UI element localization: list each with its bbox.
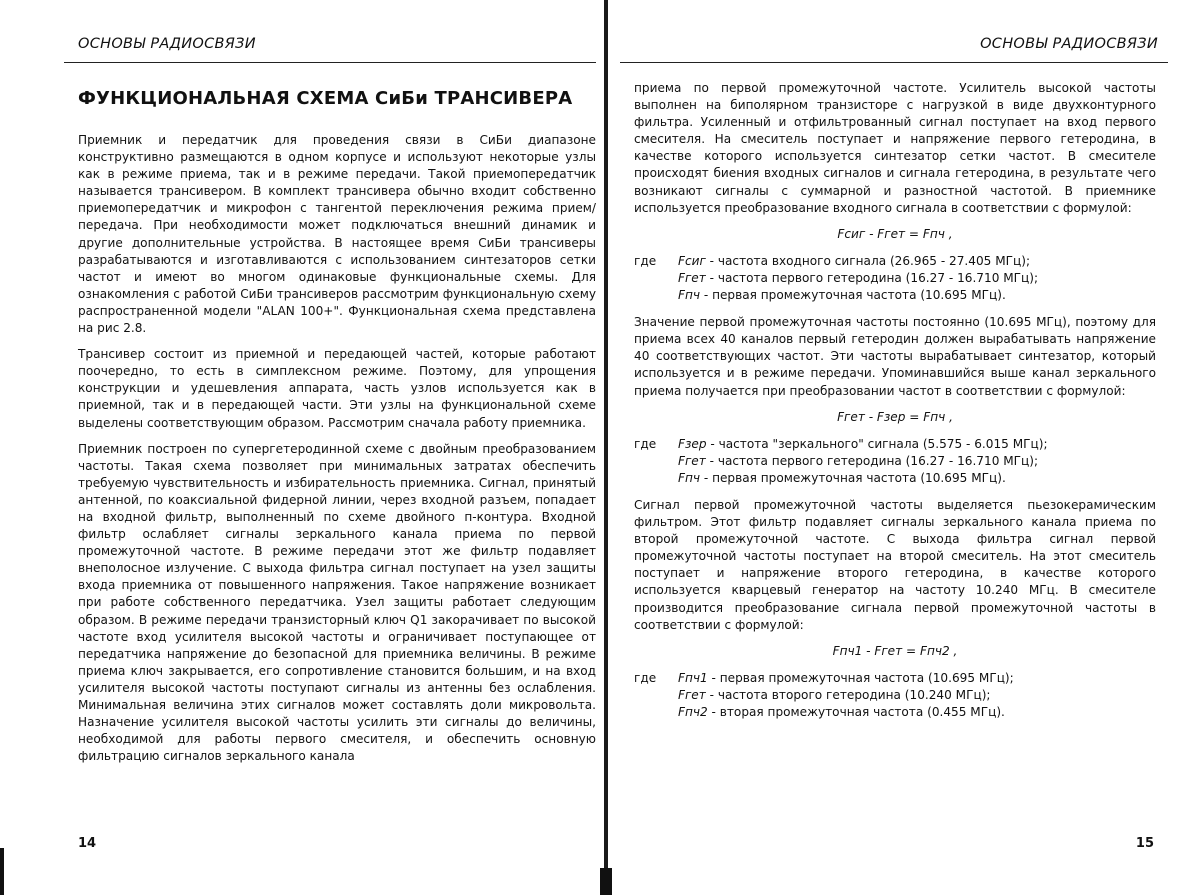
where-label: где [634, 670, 657, 685]
definitions-third [634, 670, 1156, 721]
definition-text: - первая промежуточная частота (10.695 МГц). [700, 470, 1006, 485]
definition-term: Fпч2 [678, 705, 708, 719]
definition-text: - частота первого гетеродина (16.27 - 16.710 МГц); [705, 270, 1039, 285]
header-rule-left [64, 62, 596, 63]
definition-line [678, 287, 1156, 304]
definition-line [678, 687, 1156, 704]
definitions-first [634, 253, 1156, 304]
definition-term: Fпч [678, 470, 701, 485]
definition-text: - вторая промежуточная частота (0.455 МГц). [707, 705, 1005, 719]
definitions-second [634, 436, 1156, 487]
definition-text: - частота второго гетеродина (10.240 МГц); [705, 687, 991, 702]
running-head-left: ОСНОВЫ РАДИОСВЯЗИ [78, 36, 256, 52]
paragraph-simplex: Трансивер состоит из приемной и передающей частей, которые работают поочередно, то есть в симплексном режиме. Поэтому, для упрощения конструкции и удешевления аппарата, часть узлов используется как в приемной, так и в передающей части. Эти узлы на функциональной схеме выделены соответствующим образом. Рассмотрим сначала работу приемника. [78, 347, 596, 430]
left-body-text [78, 132, 596, 774]
running-head-right: ОСНОВЫ РАДИОСВЯЗИ [980, 36, 1158, 52]
right-body-text [634, 80, 1156, 731]
chapter-title: ФУНКЦИОНАЛЬНАЯ СХЕМА СиБи ТРАНСИВЕРА [78, 88, 573, 109]
definition-term: Fзер [678, 436, 707, 451]
where-label: где [634, 436, 657, 451]
paragraph-second-mixer: Сигнал первой промежуточной частоты выделяется пьезокерамическим фильтром. Этот фильтр подавляет сигналы зеркального канала приема по второй промежуточной частоте. С выхода фильтра сигнал первой промежуточной частоты поступает на второй смеситель. На этот смеситель поступает и напряжение второго гетеродина, в качестве которого используется кварцевый генератор на частоту 10.240 МГц. В смесителе производится преобразование сигнала первой промежуточной частоты в соответствии с формулой: [634, 497, 1156, 632]
page-number-right: 15 [1135, 836, 1154, 851]
formula-first-conversion: Fсиг - Fгет = Fпч , [837, 226, 953, 241]
definition-line [678, 704, 1156, 721]
formula-image-channel: Fгет - Fзер = Fпч , [837, 409, 953, 424]
paragraph-continuation: приема по первой промежуточной частоте. Усилитель высокой частоты выполнен на биполярном транзисторе с нагрузкой в виде двухконтурного фильтра. Усиленный и отфильтрованный сигнал поступает на вход первого смесителя. На смеситель поступает и напряжение первого гетеродина, в качестве которого используется синтезатор сетки частот. В смесителе происходят биения входных сигналов и сигнала гетеродина, в результате чего возникают сигналы с суммарной и разностной частотой. В приемнике используется преобразование входного сигнала в соответствии с формулой: [634, 81, 1156, 215]
definition-text: - частота "зеркального" сигнала (5.575 - 6.015 МГц); [706, 436, 1048, 451]
definition-text: - первая промежуточная частота (10.695 МГц); [707, 670, 1014, 685]
definition-term: Fпч1 [678, 670, 708, 685]
where-label: где [634, 253, 657, 268]
right-page [610, 0, 1200, 895]
definition-line [678, 453, 1156, 470]
paragraph-receiver: Приемник построен по супергетеродинной схеме с двойным преобразованием частоты. Такая схема позволяет при минимальных затратах обеспечить требуемую чувствительность и избирательность приемника. Сигнал, принятый антенной, по коаксиальной фидерной линии, через входной разъем, попадает на входной фильтр, выполненный по схеме двойного п-контура. Входной фильтр ослабляет сигналы зеркального канала приема по первой промежуточной частоте. В режиме передачи этот же фильтр подавляет внеполосное излучение. С выхода фильтра сигнал поступает на узел защиты входа приемника от повышенного напряжения. Такое напряжение возникает при работе собственного передатчика. Узел защиты работает следующим образом. В режиме передачи транзисторный ключ Q1 закорачивает по высокой частоте вход усилителя высокой частоты и ограничивает поступающее от передатчика напряжение до безопасной для приемника величины. В режиме приема ключ закрывается, его сопротивление становится большим, и на вход усилителя высокой частоты поступают сигналы из антенны без ослабления. Минимальная величина этих сигналов может составлять доли микровольта. Назначение усилителя высокой частоты усилить эти сигналы до величины, необходимой для работы первого смесителя, и обеспечить основную фильтрацию сигналов зеркального канала [78, 441, 596, 764]
definition-term: Fпч [678, 288, 701, 303]
definition-text: - первая промежуточная частота (10.695 МГц). [700, 288, 1006, 303]
definition-term: Fгет [678, 453, 706, 468]
definition-line [678, 253, 1156, 270]
paragraph-transceiver-intro: Приемник и передатчик для проведения связи в СиБи диапазоне конструктивно размещаются в одном корпусе и используют некоторые узлы как в режиме приема, так и в режиме передачи. Такой приемопередатчик называется трансивером. В комплект трансивера обычно входит собственно приемопередатчик и микрофон с тангентой переключения режима прием/передача. При необходимости может подключаться внешний динамик и другие дополнительные устройства. В настоящее время СиБи трансиверы разрабатываются и изготавливаются с использованием синтезаторов сетки частот и имеют во многом одинаковые функциональные схемы. Для ознакомления с работой СиБи трансиверов рассмотрим функциональную схему распространенной модели "ALAN 100+". Функциональная схема представлена на рис 2.8. [78, 133, 596, 336]
page-number-left: 14 [78, 836, 97, 851]
header-rule-right [620, 62, 1168, 63]
definition-text: - частота первого гетеродина (16.27 - 16.710 МГц); [705, 453, 1039, 468]
definition-term: Fгет [678, 270, 706, 285]
definition-term: Fсиг [678, 253, 706, 268]
definition-line [678, 470, 1156, 487]
formula-second-conversion: Fпч1 - Fгет = Fпч2 , [832, 643, 958, 658]
definition-line [678, 670, 1156, 687]
definition-line [678, 436, 1156, 453]
definition-term: Fгет [678, 687, 706, 702]
paragraph-first-if: Значение первой промежуточная частоты постоянно (10.695 МГц), поэтому для приема всех 40 каналов первый гетеродин должен вырабатывать напряжение 40 соответствующих частот. Эти частоты вырабатывает синтезатор, который используется и в режиме передачи. Упоминавшийся выше канал зеркального приема получается при преобразовании частот в соответствии с формулой: [634, 315, 1156, 398]
definition-text: - частота входного сигнала (26.965 - 27.405 МГц); [705, 253, 1031, 268]
definition-line [678, 270, 1156, 287]
